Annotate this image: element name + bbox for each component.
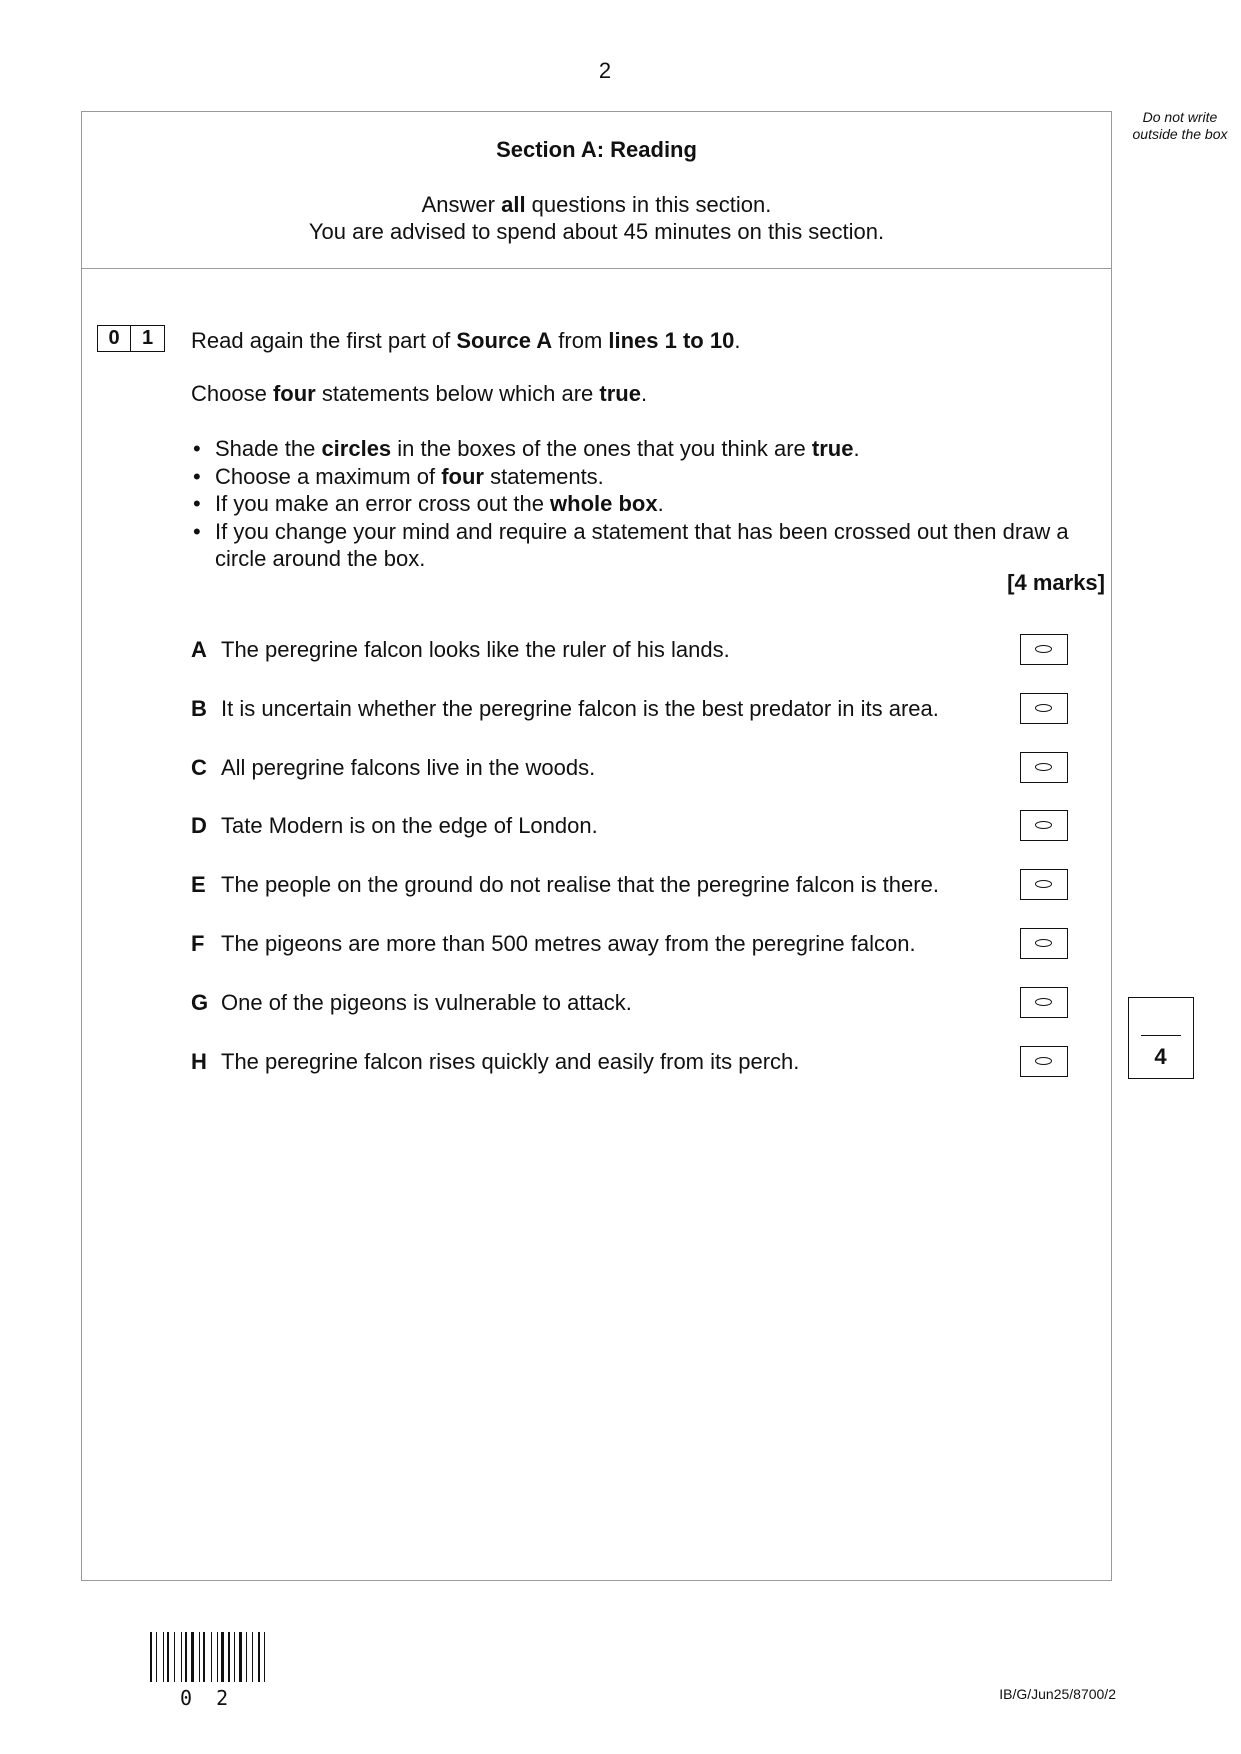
barcode-bar xyxy=(165,1632,166,1682)
barcode-bar xyxy=(176,1632,179,1682)
barcode-bar xyxy=(189,1632,190,1682)
text-run: Answer xyxy=(421,192,502,217)
text-run: from xyxy=(552,328,609,353)
bold-text: whole box xyxy=(550,491,658,516)
text-run: Shade the xyxy=(215,436,322,461)
barcode-text: 0 2 xyxy=(180,1686,235,1710)
statement-text: The peregrine falcon rises quickly and easily from its perch. xyxy=(221,1048,800,1074)
text-run: questions in this section. xyxy=(525,192,772,217)
statement-letter: F xyxy=(191,931,205,956)
bold-text: all xyxy=(501,192,526,217)
statement-row xyxy=(191,1046,1071,1078)
statement-row xyxy=(191,928,1071,960)
barcode-bar xyxy=(171,1632,173,1682)
answer-checkbox-e[interactable] xyxy=(1020,869,1068,900)
barcode-bar xyxy=(158,1632,161,1682)
score-box xyxy=(1128,997,1194,1079)
barcode-bar xyxy=(154,1632,155,1682)
barcode-bar xyxy=(207,1632,210,1682)
text-run: You are advised to spend about 45 minutes on this section. xyxy=(308,219,885,244)
barcode-bar xyxy=(234,1632,235,1682)
barcode-bar xyxy=(248,1632,250,1682)
answer-checkbox-a[interactable] xyxy=(1020,634,1068,665)
bold-text: true xyxy=(599,381,641,406)
barcode-bar xyxy=(185,1632,187,1682)
statement-letter: E xyxy=(191,872,206,898)
footer-reference: IB/G/Jun25/8700/2 xyxy=(999,1686,1116,1702)
score-value: 4 xyxy=(1154,1044,1167,1069)
statement-text: All peregrine falcons live in the woods. xyxy=(221,754,596,780)
statement-letter: D xyxy=(191,813,207,839)
barcode-bar xyxy=(219,1632,220,1682)
statement-row xyxy=(191,987,1071,1019)
barcode-bar xyxy=(262,1632,263,1682)
barcode-bar xyxy=(181,1632,182,1682)
question-prompt xyxy=(191,328,740,354)
barcode-bar xyxy=(167,1632,169,1682)
page-number: 2 xyxy=(598,58,612,83)
statement-row xyxy=(191,693,1071,725)
statement-text: The peregrine falcon looks like the ruler of his lands. xyxy=(221,637,730,662)
section-title: Section A: Reading xyxy=(496,137,697,162)
statement-letter: G xyxy=(191,989,209,1015)
bold-text: true xyxy=(811,436,854,461)
barcode-bar xyxy=(203,1632,205,1682)
instruction-line xyxy=(81,191,1112,218)
barcode-bar xyxy=(211,1632,212,1682)
instruction-bullet xyxy=(191,463,1091,491)
statement-letter: B xyxy=(191,695,207,721)
bold-text: four xyxy=(441,463,484,489)
barcode-bar xyxy=(191,1632,194,1682)
answer-checkbox-c[interactable] xyxy=(1020,752,1068,783)
barcode-bar xyxy=(156,1632,157,1682)
marks-label: [4 marks] xyxy=(1007,570,1105,595)
bold-text: four xyxy=(272,381,316,406)
text-run: in the boxes of the ones that you think are xyxy=(391,436,812,461)
margin-note: Do not write outside the box xyxy=(1132,109,1228,142)
statement-text: One of the pigeons is vulnerable to attack. xyxy=(221,989,632,1015)
score-line xyxy=(1141,1035,1181,1036)
answer-checkbox-f[interactable] xyxy=(1020,928,1068,959)
statement-row xyxy=(191,869,1071,901)
bold-text: Source A xyxy=(456,328,553,353)
barcode-bar xyxy=(199,1632,200,1682)
statement-text: The pigeons are more than 500 metres away from the peregrine falcon. xyxy=(221,931,916,956)
answer-checkbox-d[interactable] xyxy=(1020,810,1068,841)
statement-text: Tate Modern is on the edge of London. xyxy=(221,813,598,839)
barcode-bar xyxy=(254,1632,257,1682)
barcode-bar xyxy=(258,1632,260,1682)
statement-row xyxy=(191,810,1071,842)
question-number xyxy=(97,325,165,352)
answer-checkbox-h[interactable] xyxy=(1020,1046,1068,1077)
instruction-line xyxy=(81,218,1112,245)
barcode-bar xyxy=(239,1632,242,1682)
statement-letter: H xyxy=(191,1048,207,1074)
barcode-bar xyxy=(244,1632,245,1682)
barcode-bar xyxy=(195,1632,197,1682)
text-run: statements below which are xyxy=(315,381,600,406)
text-run: . xyxy=(657,491,664,516)
statement-text: The people on the ground do not realise that the peregrine falcon is there. xyxy=(221,872,939,898)
text-run: statements. xyxy=(483,463,604,489)
barcode-bar xyxy=(201,1632,202,1682)
barcode-bar xyxy=(228,1632,230,1682)
question-number-digit: 1 xyxy=(131,325,165,352)
text-run: If you change your mind and require a statement that has been crossed out then draw a circle around the box. xyxy=(215,518,1069,571)
instruction-bullet xyxy=(191,490,1091,518)
question-instruction xyxy=(191,381,647,407)
bold-text: lines 1 to 10 xyxy=(608,328,735,353)
question-number-digit: 0 xyxy=(97,325,131,352)
statement-letter: C xyxy=(191,754,207,780)
section-instructions xyxy=(81,191,1112,245)
barcode-bar xyxy=(252,1632,253,1682)
instruction-bullet xyxy=(191,518,1091,573)
text-run: Read again the first part of xyxy=(191,328,457,353)
answer-checkbox-b[interactable] xyxy=(1020,693,1068,724)
statement-row xyxy=(191,634,1071,666)
barcode-bar xyxy=(213,1632,215,1682)
text-run: . xyxy=(734,328,741,353)
text-run: If you make an error cross out the xyxy=(215,491,551,516)
barcode xyxy=(150,1632,270,1682)
instruction-list xyxy=(191,435,1091,573)
text-run: . xyxy=(640,381,648,406)
text-run: Choose a maximum of xyxy=(215,463,442,489)
barcode-bar xyxy=(231,1632,232,1682)
barcode-bar xyxy=(236,1632,238,1682)
barcode-bar xyxy=(150,1632,152,1682)
bold-text: circles xyxy=(321,436,392,461)
statement-letter: A xyxy=(191,637,207,662)
barcode-bar xyxy=(264,1632,265,1682)
answer-checkbox-g[interactable] xyxy=(1020,987,1068,1018)
barcode-bar xyxy=(221,1632,224,1682)
barcode-bar xyxy=(246,1632,247,1682)
header-divider xyxy=(81,268,1112,269)
barcode-bar xyxy=(266,1632,268,1682)
barcode-bar xyxy=(217,1632,218,1682)
barcode-bar xyxy=(174,1632,175,1682)
instruction-bullet xyxy=(191,435,1091,463)
text-run: Choose xyxy=(191,381,273,406)
barcode-bar xyxy=(183,1632,184,1682)
text-run: . xyxy=(853,436,860,461)
statement-row xyxy=(191,752,1071,784)
barcode-bar xyxy=(163,1632,164,1682)
statement-text: It is uncertain whether the peregrine falcon is the best predator in its area. xyxy=(221,695,939,721)
barcode-bar xyxy=(226,1632,227,1682)
